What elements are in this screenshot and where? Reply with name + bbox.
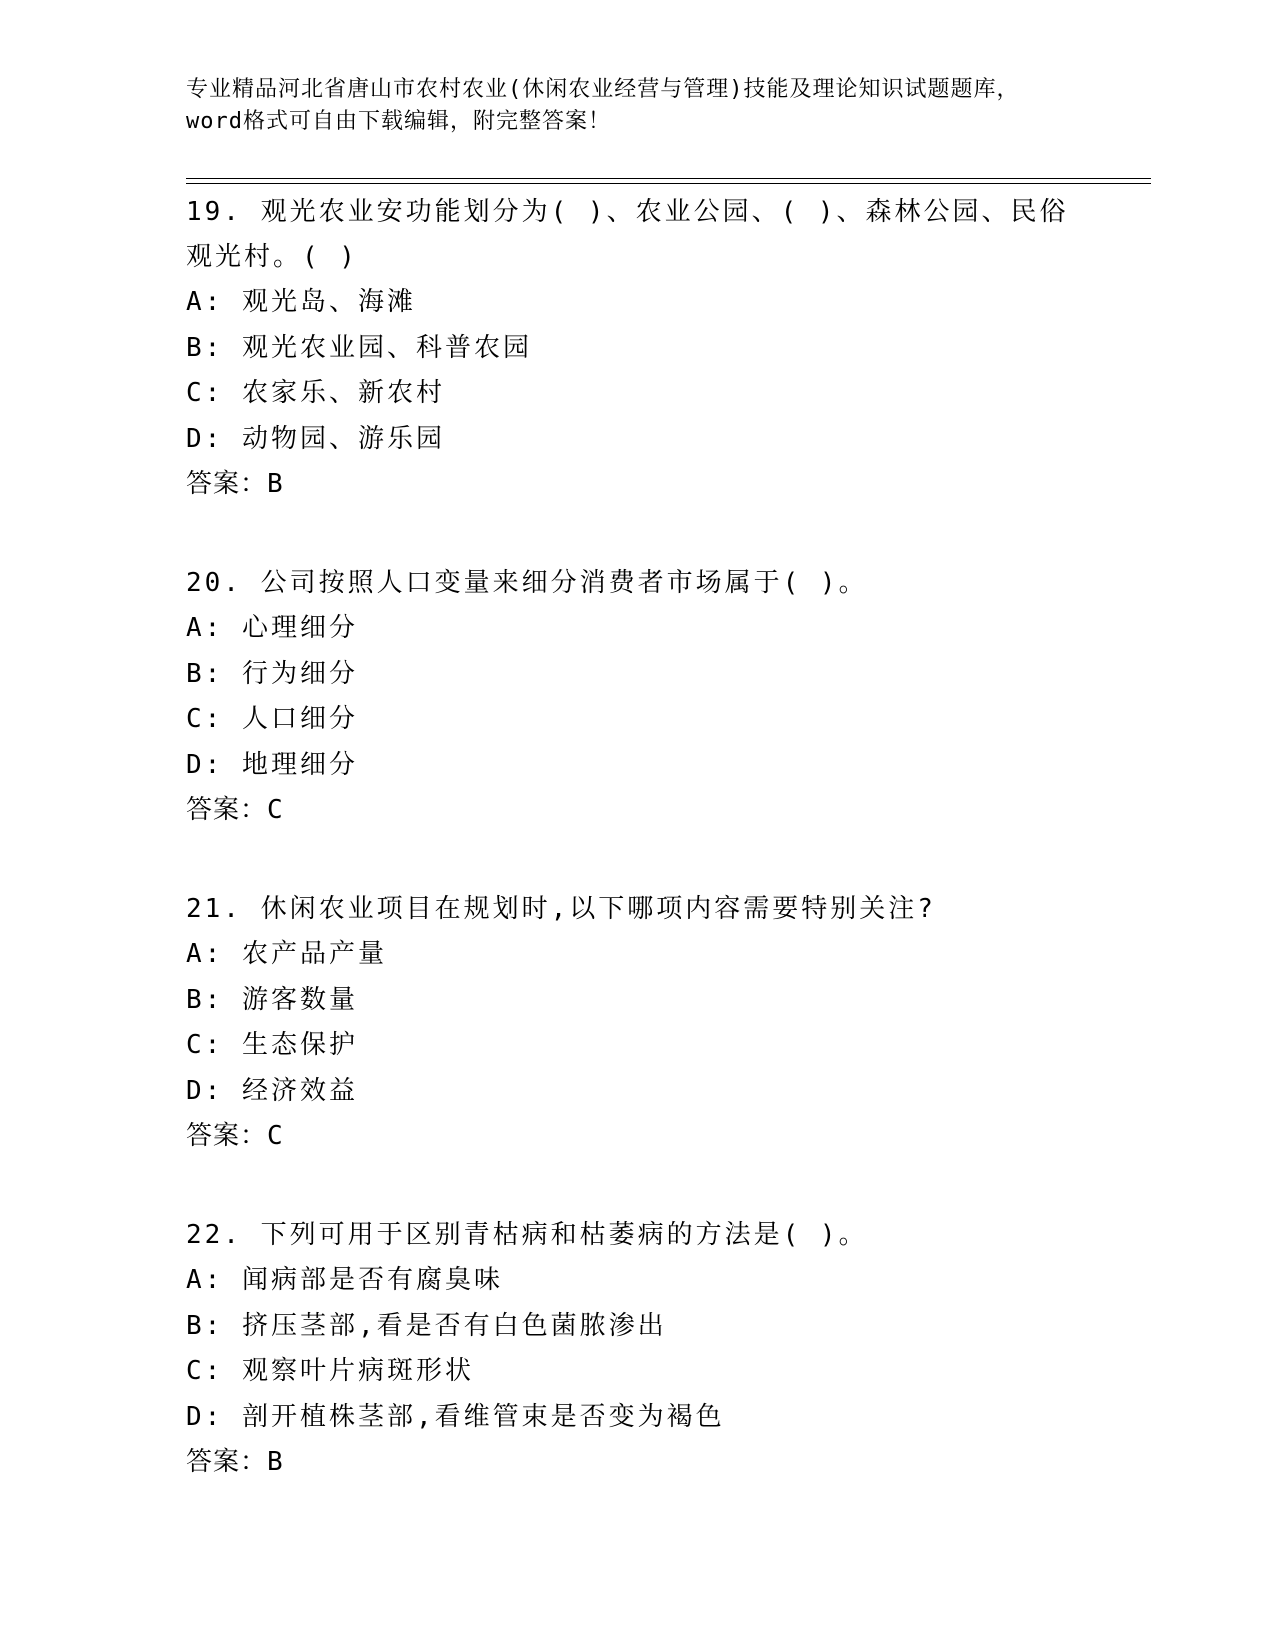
question-list xyxy=(186,190,1086,1539)
option-c: C: 生态保护 xyxy=(186,1030,358,1060)
option-b: B: 行为细分 xyxy=(186,658,358,689)
option-a: A: 农产品产量 xyxy=(186,939,387,969)
option-b: B: 游客数量 xyxy=(186,984,358,1015)
question-19 xyxy=(186,190,1086,507)
question-20 xyxy=(186,561,1086,833)
header-divider-bottom xyxy=(186,183,1151,184)
question-stem: 20. 公司按照人口变量来细分消费者市场属于( )。 xyxy=(186,568,868,598)
question-21 xyxy=(186,887,1086,1159)
option-d: D: 剖开植株茎部,看维管束是否变为褐色 xyxy=(186,1401,725,1432)
header-line-1: 专业精品河北省唐山市农村农业(休闲农业经营与管理)技能及理论知识试题题库， xyxy=(186,77,1020,102)
option-a: A: 闻病部是否有腐臭味 xyxy=(186,1265,503,1295)
header-divider-top xyxy=(186,178,1151,179)
option-c: C: 农家乐、新农村 xyxy=(186,378,445,408)
question-stem: 19. 观光农业安功能划分为( )、农业公园、( )、森林公园、民俗观光村。( ) xyxy=(186,197,1069,272)
answer-label: 答案：C xyxy=(186,795,284,825)
document-header xyxy=(186,74,1086,138)
option-b: B: 挤压茎部,看是否有白色菌脓渗出 xyxy=(186,1310,667,1341)
option-b: B: 观光农业园、科普农园 xyxy=(186,332,532,363)
option-a: A: 观光岛、海滩 xyxy=(186,287,416,317)
answer-label: 答案：B xyxy=(186,469,284,499)
option-c: C: 观察叶片病斑形状 xyxy=(186,1356,474,1386)
question-22 xyxy=(186,1213,1086,1485)
question-stem: 21. 休闲农业项目在规划时,以下哪项内容需要特别关注? xyxy=(186,894,936,924)
option-a: A: 心理细分 xyxy=(186,613,358,643)
option-d: D: 地理细分 xyxy=(186,749,358,780)
option-d: D: 经济效益 xyxy=(186,1075,358,1106)
header-line-2: word格式可自由下载编辑，附完整答案！ xyxy=(186,109,611,134)
option-d: D: 动物园、游乐园 xyxy=(186,423,445,454)
answer-label: 答案：C xyxy=(186,1121,284,1151)
answer-label: 答案：B xyxy=(186,1447,284,1477)
option-c: C: 人口细分 xyxy=(186,704,358,734)
question-stem: 22. 下列可用于区别青枯病和枯萎病的方法是( )。 xyxy=(186,1220,868,1250)
